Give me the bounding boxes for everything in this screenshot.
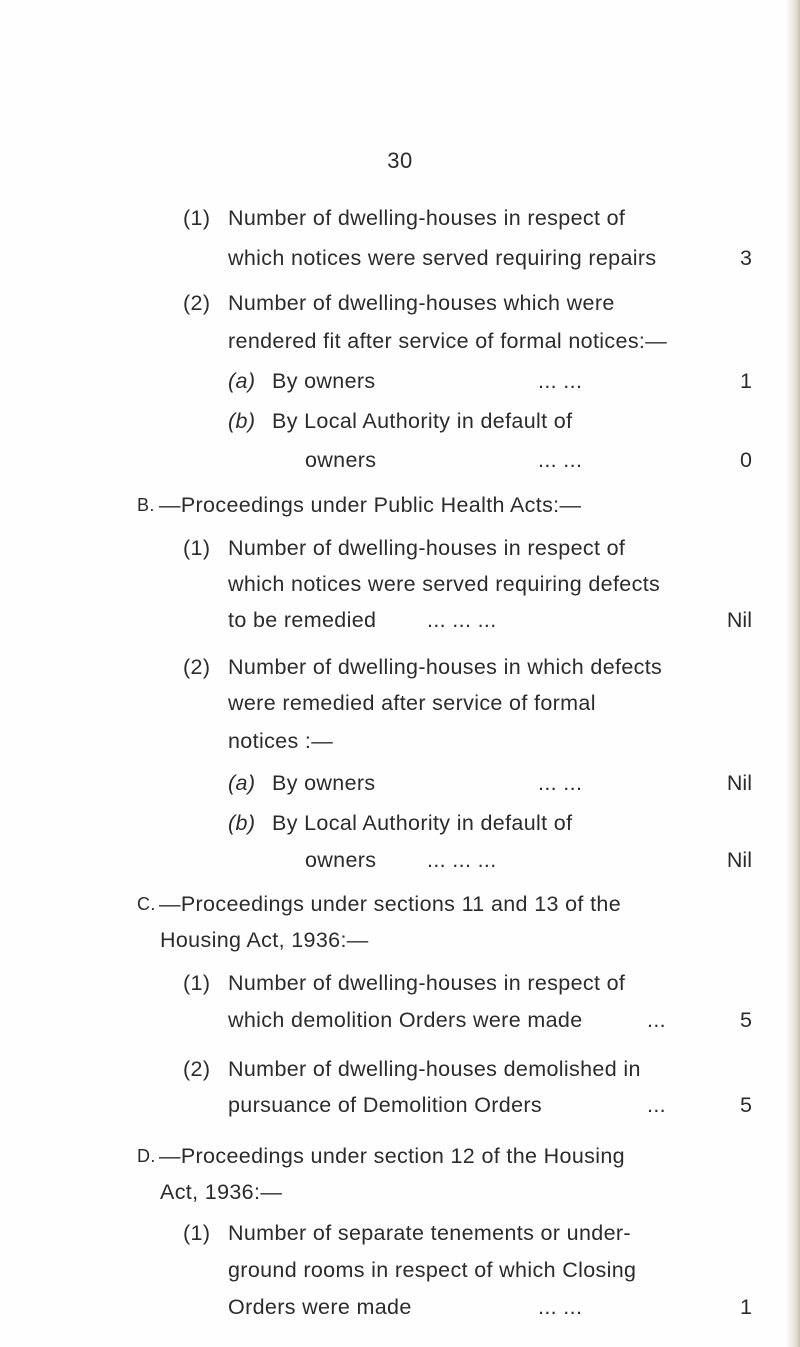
sub-item-label: (b) <box>228 409 256 433</box>
sub-item-text: By Local Authority in default of <box>272 409 573 433</box>
item-text-line: Number of dwelling-houses in respect of <box>228 536 626 560</box>
item-text-line: Number of dwelling-houses in which defects <box>228 655 663 679</box>
item-value: 0 <box>740 448 752 472</box>
sub-item-label: (a) <box>228 771 256 795</box>
item-text-line: pursuance of Demolition Orders <box>228 1093 543 1117</box>
item-value: 5 <box>740 1008 752 1032</box>
sub-item-label: (a) <box>228 369 256 393</box>
leader-dots: ... ... <box>538 369 583 393</box>
leader-dots: ... ... ... <box>427 608 497 632</box>
section-heading: —Proceedings under Public Health Acts:— <box>159 493 582 517</box>
item-text-line: notices :— <box>228 729 334 753</box>
sub-item-text: By owners <box>272 369 376 393</box>
page-number: 30 <box>387 148 413 173</box>
item-label: (1) <box>183 1221 211 1245</box>
section-letter: C. <box>137 894 156 914</box>
item-value: 3 <box>740 246 752 270</box>
item-text-line: Number of separate tenements or under- <box>228 1221 631 1245</box>
section-letter: B. <box>137 495 155 515</box>
leader-dots: ... ... <box>538 448 583 472</box>
sub-item-text: By Local Authority in default of <box>272 811 573 835</box>
item-text-line: were remedied after service of formal <box>228 691 596 715</box>
item-text-line: which notices were served requiring defects <box>228 572 661 596</box>
leader-dots: ... ... ... <box>427 848 497 872</box>
sub-item-text: owners <box>305 448 377 472</box>
item-text-line: to be remedied <box>228 608 377 632</box>
section-heading: Housing Act, 1936:— <box>160 928 369 952</box>
item-value: 1 <box>740 1295 752 1319</box>
item-text-line: which notices were served requiring repairs <box>228 246 657 270</box>
leader-dots: ... <box>647 1093 666 1117</box>
item-label: (1) <box>183 536 211 560</box>
item-value: Nil <box>726 848 752 872</box>
item-label: (2) <box>183 291 211 315</box>
section-heading: —Proceedings under sections 11 and 13 of the <box>159 892 622 916</box>
item-text-line: ground rooms in respect of which Closing <box>228 1258 637 1282</box>
item-value: Nil <box>726 608 752 632</box>
section-letter: D. <box>137 1146 156 1166</box>
leader-dots: ... <box>647 1008 666 1032</box>
item-text-line: Number of dwelling-houses in respect of <box>228 971 626 995</box>
section-heading: Act, 1936:— <box>160 1180 283 1204</box>
sub-item-label: (b) <box>228 811 256 835</box>
leader-dots: ... ... <box>538 771 583 795</box>
item-value: 1 <box>740 369 752 393</box>
item-label: (1) <box>183 971 211 995</box>
item-text-line: Orders were made <box>228 1295 412 1319</box>
item-label: (2) <box>183 1057 211 1081</box>
sub-item-text: By owners <box>272 771 376 795</box>
item-text-line: Number of dwelling-houses which were <box>228 291 615 315</box>
item-label: (1) <box>183 206 211 230</box>
page-edge-shadow <box>786 0 800 1347</box>
item-text-line: rendered fit after service of formal notices:— <box>228 329 668 353</box>
item-text-line: Number of dwelling-houses in respect of <box>228 206 626 230</box>
item-text-line: Number of dwelling-houses demolished in <box>228 1057 641 1081</box>
item-value: Nil <box>726 771 752 795</box>
item-text-line: which demolition Orders were made <box>228 1008 583 1032</box>
item-label: (2) <box>183 655 211 679</box>
item-value: 5 <box>740 1093 752 1117</box>
section-heading: —Proceedings under section 12 of the Housing <box>159 1144 625 1168</box>
leader-dots: ... ... <box>538 1295 583 1319</box>
sub-item-text: owners <box>305 848 377 872</box>
